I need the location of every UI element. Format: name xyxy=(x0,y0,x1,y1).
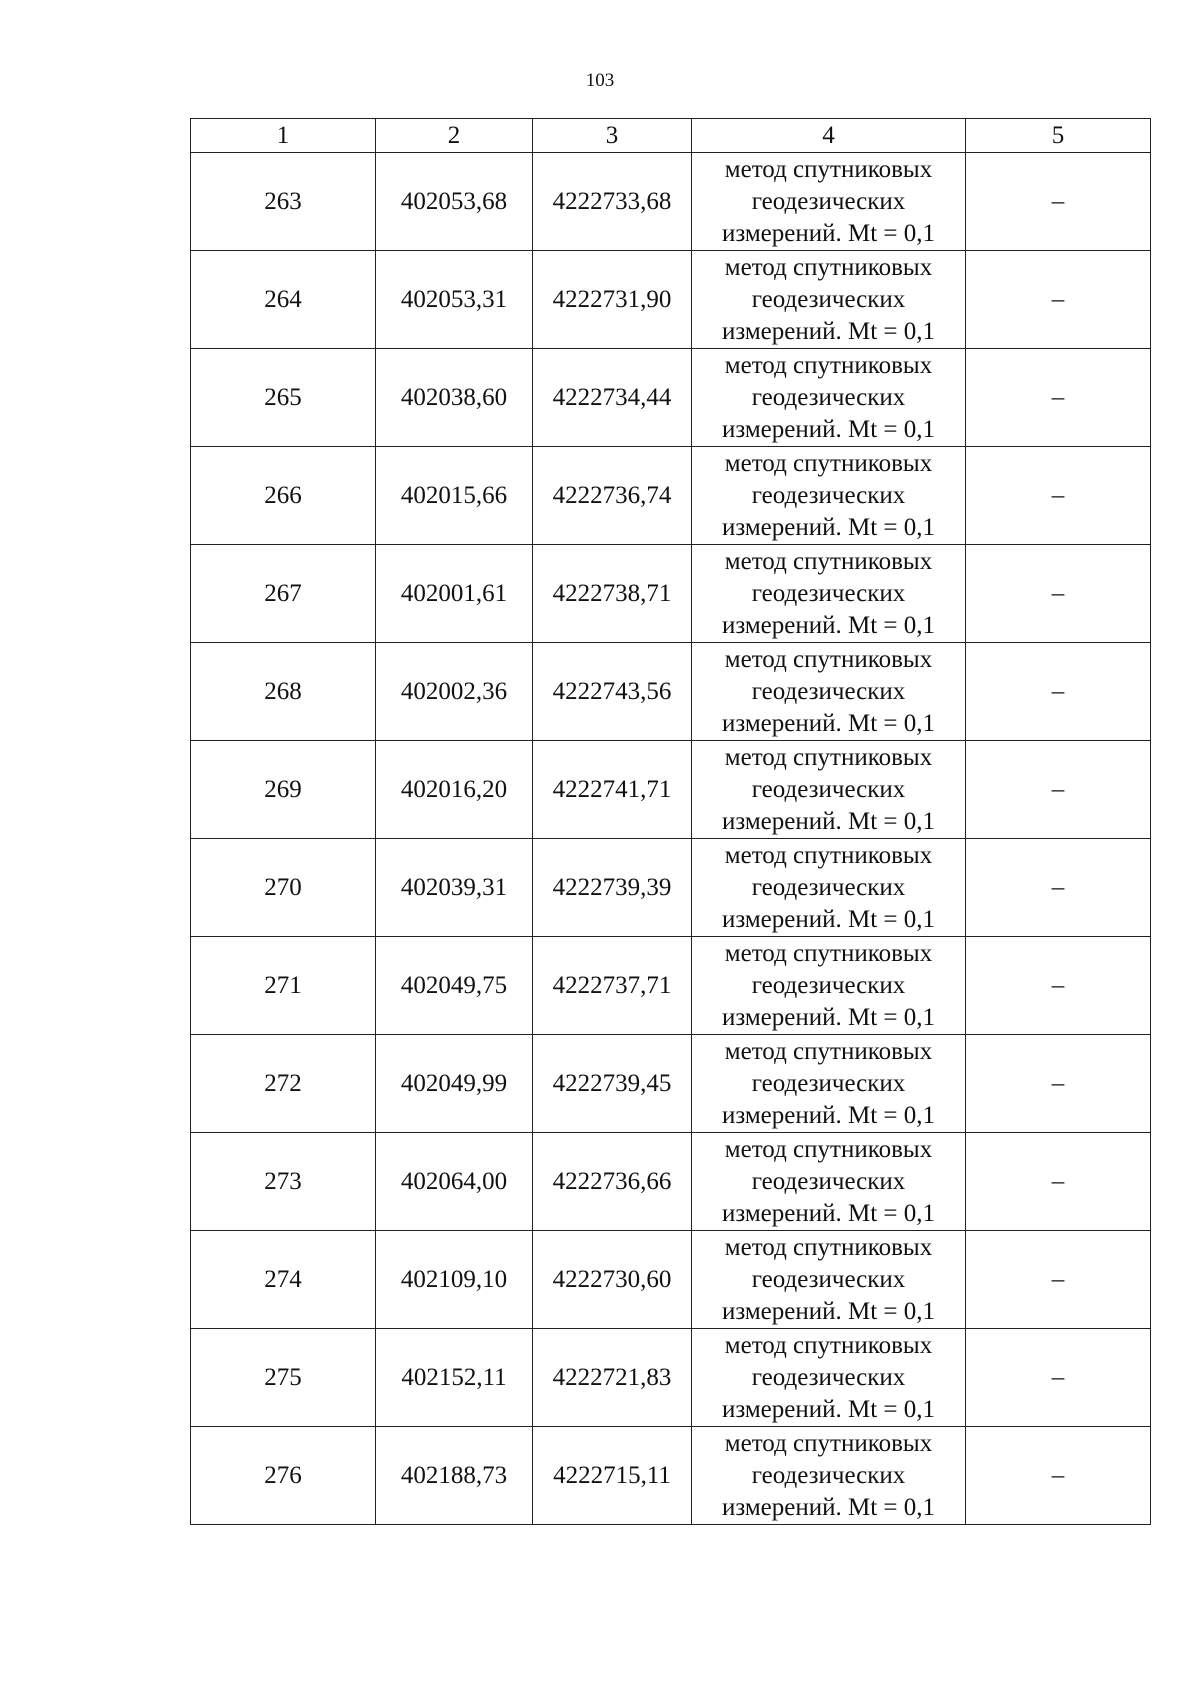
table-row xyxy=(191,153,1151,251)
method-line: геодезических xyxy=(751,383,906,411)
x-coordinate-cell: 402015,66 xyxy=(376,447,533,545)
method-line: измерений. Mt = 0,1 xyxy=(721,709,936,737)
method-cell xyxy=(692,1035,966,1133)
y-coordinate-cell: 4222715,11 xyxy=(533,1427,692,1525)
x-coordinate-cell: 402049,99 xyxy=(376,1035,533,1133)
table-row xyxy=(191,447,1151,545)
method-line: метод спутниковых xyxy=(724,253,933,281)
method-line: измерений. Mt = 0,1 xyxy=(721,317,936,345)
y-coordinate-cell: 4222721,83 xyxy=(533,1329,692,1427)
method-line: метод спутниковых xyxy=(724,645,933,673)
table-row xyxy=(191,1427,1151,1525)
y-coordinate-cell: 4222733,68 xyxy=(533,153,692,251)
method-cell xyxy=(692,251,966,349)
table-row xyxy=(191,1133,1151,1231)
x-coordinate-cell: 402152,11 xyxy=(376,1329,533,1427)
point-number-cell: 268 xyxy=(191,643,376,741)
note-cell: – xyxy=(966,839,1151,937)
method-line: геодезических xyxy=(751,677,906,705)
method-cell xyxy=(692,1329,966,1427)
point-number-cell: 263 xyxy=(191,153,376,251)
method-line: геодезических xyxy=(751,579,906,607)
method-cell xyxy=(692,937,966,1035)
column-header: 3 xyxy=(533,119,692,153)
method-line: геодезических xyxy=(751,481,906,509)
method-line: измерений. Mt = 0,1 xyxy=(721,611,936,639)
method-cell xyxy=(692,839,966,937)
x-coordinate-cell: 402001,61 xyxy=(376,545,533,643)
method-cell xyxy=(692,1427,966,1525)
method-cell xyxy=(692,545,966,643)
point-number-cell: 273 xyxy=(191,1133,376,1231)
method-line: измерений. Mt = 0,1 xyxy=(721,1493,936,1521)
x-coordinate-cell: 402053,31 xyxy=(376,251,533,349)
point-number-cell: 275 xyxy=(191,1329,376,1427)
note-cell: – xyxy=(966,1035,1151,1133)
method-line: измерений. Mt = 0,1 xyxy=(721,513,936,541)
method-line: измерений. Mt = 0,1 xyxy=(721,1199,936,1227)
method-cell xyxy=(692,1231,966,1329)
x-coordinate-cell: 402038,60 xyxy=(376,349,533,447)
column-header: 5 xyxy=(966,119,1151,153)
note-cell: – xyxy=(966,349,1151,447)
method-line: метод спутниковых xyxy=(724,1429,933,1457)
method-line: метод спутниковых xyxy=(724,449,933,477)
note-cell: – xyxy=(966,1231,1151,1329)
table-row xyxy=(191,937,1151,1035)
column-header: 2 xyxy=(376,119,533,153)
method-line: метод спутниковых xyxy=(724,1135,933,1163)
note-cell: – xyxy=(966,741,1151,839)
y-coordinate-cell: 4222734,44 xyxy=(533,349,692,447)
method-line: измерений. Mt = 0,1 xyxy=(721,219,936,247)
note-cell: – xyxy=(966,643,1151,741)
y-coordinate-cell: 4222736,66 xyxy=(533,1133,692,1231)
table-row xyxy=(191,1231,1151,1329)
note-cell: – xyxy=(966,251,1151,349)
table-row xyxy=(191,1035,1151,1133)
method-line: метод спутниковых xyxy=(724,351,933,379)
column-header: 4 xyxy=(692,119,966,153)
y-coordinate-cell: 4222736,74 xyxy=(533,447,692,545)
y-coordinate-cell: 4222737,71 xyxy=(533,937,692,1035)
method-line: метод спутниковых xyxy=(724,841,933,869)
column-header: 1 xyxy=(191,119,376,153)
method-cell xyxy=(692,349,966,447)
y-coordinate-cell: 4222730,60 xyxy=(533,1231,692,1329)
y-coordinate-cell: 4222739,45 xyxy=(533,1035,692,1133)
x-coordinate-cell: 402053,68 xyxy=(376,153,533,251)
method-line: метод спутниковых xyxy=(724,1233,933,1261)
method-line: измерений. Mt = 0,1 xyxy=(721,1395,936,1423)
method-line: геодезических xyxy=(751,285,906,313)
point-number-cell: 265 xyxy=(191,349,376,447)
note-cell: – xyxy=(966,1133,1151,1231)
x-coordinate-cell: 402039,31 xyxy=(376,839,533,937)
method-line: геодезических xyxy=(751,775,906,803)
x-coordinate-cell: 402016,20 xyxy=(376,741,533,839)
y-coordinate-cell: 4222743,56 xyxy=(533,643,692,741)
method-line: измерений. Mt = 0,1 xyxy=(721,1297,936,1325)
note-cell: – xyxy=(966,1427,1151,1525)
table-header-row xyxy=(191,119,1151,153)
table-row xyxy=(191,251,1151,349)
point-number-cell: 270 xyxy=(191,839,376,937)
point-number-cell: 271 xyxy=(191,937,376,1035)
method-cell xyxy=(692,1133,966,1231)
method-line: геодезических xyxy=(751,1265,906,1293)
method-cell xyxy=(692,447,966,545)
point-number-cell: 266 xyxy=(191,447,376,545)
method-cell xyxy=(692,741,966,839)
method-line: измерений. Mt = 0,1 xyxy=(721,1003,936,1031)
method-cell xyxy=(692,643,966,741)
method-line: метод спутниковых xyxy=(724,1331,933,1359)
table-row xyxy=(191,839,1151,937)
method-line: геодезических xyxy=(751,1363,906,1391)
y-coordinate-cell: 4222738,71 xyxy=(533,545,692,643)
method-line: геодезических xyxy=(751,1167,906,1195)
y-coordinate-cell: 4222739,39 xyxy=(533,839,692,937)
note-cell: – xyxy=(966,1329,1151,1427)
y-coordinate-cell: 4222731,90 xyxy=(533,251,692,349)
method-line: метод спутниковых xyxy=(724,1037,933,1065)
point-number-cell: 269 xyxy=(191,741,376,839)
method-cell xyxy=(692,153,966,251)
method-line: измерений. Mt = 0,1 xyxy=(721,807,936,835)
point-number-cell: 267 xyxy=(191,545,376,643)
x-coordinate-cell: 402109,10 xyxy=(376,1231,533,1329)
x-coordinate-cell: 402002,36 xyxy=(376,643,533,741)
table-row xyxy=(191,741,1151,839)
note-cell: – xyxy=(966,937,1151,1035)
method-line: измерений. Mt = 0,1 xyxy=(721,905,936,933)
method-line: метод спутниковых xyxy=(724,939,933,967)
method-line: измерений. Mt = 0,1 xyxy=(721,1101,936,1129)
table-body xyxy=(191,153,1151,1525)
method-line: геодезических xyxy=(751,1461,906,1489)
method-line: геодезических xyxy=(751,187,906,215)
point-number-cell: 276 xyxy=(191,1427,376,1525)
point-number-cell: 264 xyxy=(191,251,376,349)
note-cell: – xyxy=(966,447,1151,545)
table-row xyxy=(191,349,1151,447)
coordinates-table xyxy=(190,118,1151,1525)
method-line: геодезических xyxy=(751,971,906,999)
method-line: метод спутниковых xyxy=(724,155,933,183)
method-line: геодезических xyxy=(751,1069,906,1097)
x-coordinate-cell: 402188,73 xyxy=(376,1427,533,1525)
method-line: геодезических xyxy=(751,873,906,901)
table-row xyxy=(191,643,1151,741)
method-line: метод спутниковых xyxy=(724,547,933,575)
method-line: измерений. Mt = 0,1 xyxy=(721,415,936,443)
x-coordinate-cell: 402064,00 xyxy=(376,1133,533,1231)
point-number-cell: 274 xyxy=(191,1231,376,1329)
point-number-cell: 272 xyxy=(191,1035,376,1133)
note-cell: – xyxy=(966,545,1151,643)
y-coordinate-cell: 4222741,71 xyxy=(533,741,692,839)
page-number: 103 xyxy=(585,70,615,91)
table-row xyxy=(191,1329,1151,1427)
note-cell: – xyxy=(966,153,1151,251)
x-coordinate-cell: 402049,75 xyxy=(376,937,533,1035)
table-row xyxy=(191,545,1151,643)
method-line: метод спутниковых xyxy=(724,743,933,771)
coordinates-table-container xyxy=(190,118,1150,1525)
